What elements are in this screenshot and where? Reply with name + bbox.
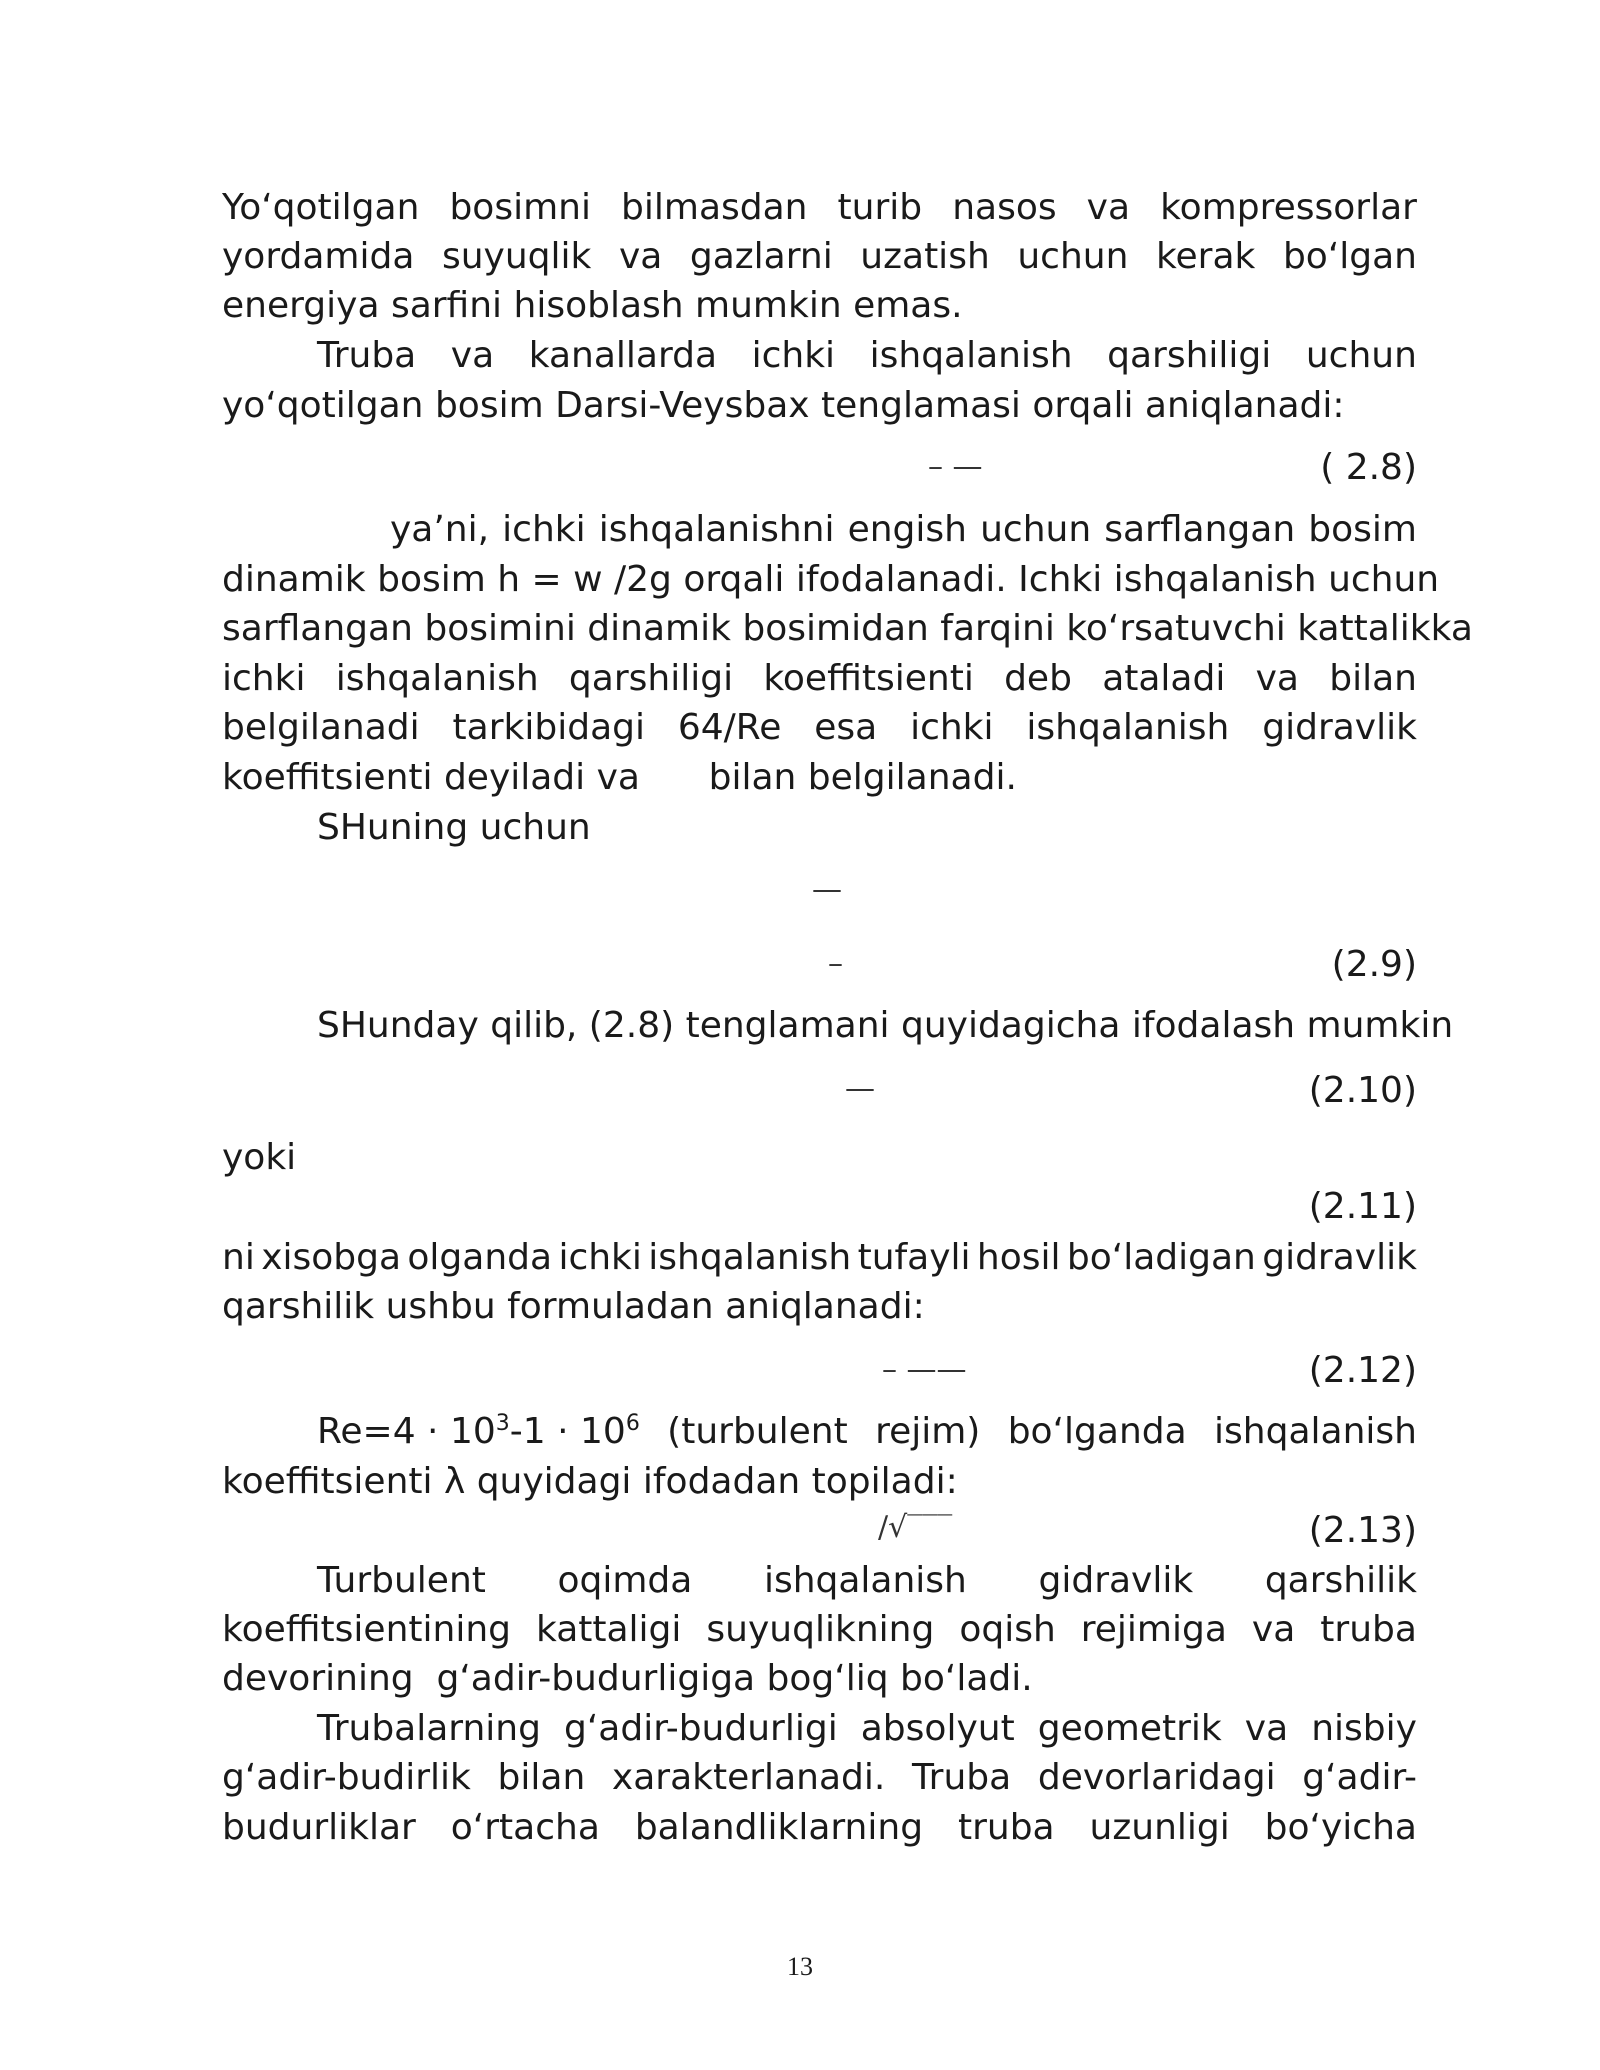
paragraph-line-24 [222,1803,1417,1853]
paragraph-line-20 [222,1605,1417,1655]
word: gidravlik [1262,707,1417,748]
word: bo‘lgan [1282,236,1417,277]
equation-2-8-fraction: – — [928,449,983,484]
paragraph-line-10 [222,703,1417,753]
word: bo‘yicha [1264,1807,1417,1848]
paragraph-line-1 [222,183,1417,233]
word: ishqalanish [763,1560,967,1601]
equation-number-2-10: (2.10) [1308,1070,1417,1111]
paragraph-line-15 [222,1233,1417,1283]
word: ichki [502,509,586,550]
word: sarflangan [1104,509,1296,550]
equation-2-10-fraction: — [845,1071,875,1106]
word: g‘adir-budurligi [564,1708,838,1749]
paragraph-line-21: devorining g‘adir-budurligiga bog‘liq bo‘ladi. [222,1658,1033,1699]
word: ichki [558,1237,642,1278]
word: ni [222,1237,255,1278]
paragraph-line-13: SHunday qilib, (2.8) tenglamani quyidagicha ifodalash mumkin [317,1005,1454,1046]
paragraph-line-16: qarshilik ushbu formuladan aniqlanadi: [222,1286,925,1327]
word: va [618,236,663,277]
word: hosil [976,1237,1061,1278]
word: gazlarni [689,236,833,277]
word: bosim [1308,509,1417,550]
equation-2-12-fraction: – —— [882,1352,967,1387]
word: uchun [1017,236,1129,277]
reynolds-range: $Re=4 \cdot 10^3-1 \cdot 10^6$ [317,1411,640,1452]
equation-2-13-fraction: /√‾‾‾ [878,1510,953,1545]
word: qarshiligi [1107,335,1272,376]
page-number: 13 [787,1952,813,1981]
word: ishqalanish [1026,707,1230,748]
equation-2-9-fraction-bottom: – [828,946,843,981]
word: esa [814,707,878,748]
word: suyuqlikning [706,1609,935,1650]
word: suyuqlik [441,236,592,277]
word: ichki [751,335,836,376]
word: belgilanadi [222,707,420,748]
word: geometrik [1037,1708,1222,1749]
word: yordamida [222,236,415,277]
word: bilan [497,1757,586,1798]
word: bilmasdan [621,187,808,228]
paragraph-line-4 [317,331,1417,381]
paragraph-line-11: koeffitsienti deyiladi va bilan belgilanadi. [222,757,1017,798]
word: nisbiy [1311,1708,1417,1749]
paragraph-line-6 [390,505,1417,555]
word: truba [957,1807,1055,1848]
word: ya’ni, [390,509,490,550]
word: bosimni [449,187,591,228]
word: uzunligi [1089,1807,1230,1848]
paragraph-line-18: koeffitsienti λ quyidagi ifodadan topiladi: [222,1461,958,1502]
paragraph-line-14: yoki [222,1137,297,1178]
word: uchun [980,509,1092,550]
word: ishqalanish [869,335,1073,376]
equation-number-2-13: (2.13) [1308,1510,1417,1551]
word: rejimiga [1080,1609,1227,1650]
word: Yo‘qotilgan [222,187,420,228]
word: engish [847,509,967,550]
paragraph-line-3: energiya sarfini hisoblash mumkin emas. [222,285,963,326]
word: va [450,335,495,376]
word: koeffitsientining [222,1609,511,1650]
word: va [1251,1609,1296,1650]
word: kompressorlar [1160,187,1417,228]
word: Trubalarning [317,1708,541,1749]
word: koeffitsienti [763,658,974,699]
word: kerak [1155,236,1256,277]
equation-number-2-9: (2.9) [1331,944,1417,985]
word: bo‘ladigan [1066,1237,1256,1278]
word: gidravlik [1038,1560,1194,1601]
word: va [1255,658,1299,699]
word: ishqalanishni [598,509,835,550]
word: tarkibidagi [452,707,645,748]
word: ataladi [1102,658,1226,699]
word: deb [1004,658,1072,699]
equation-number-2-12: (2.12) [1308,1350,1417,1391]
word: oqimda [557,1560,693,1601]
paragraph-line-12: SHuning uchun [317,807,591,848]
word: ishqalanish [335,658,539,699]
word: ichki [910,707,994,748]
word: oqish [959,1609,1056,1650]
word: xarakterlanadi. [611,1757,886,1798]
word: absolyut [860,1708,1015,1749]
paragraph-line-9 [222,654,1417,704]
paragraph-line-17: $Re=4 \cdot 10^3-1 \cdot 10^6$ (turbulent rejim) bo‘lganda ishqalanish [317,1407,1417,1457]
word: bilan [1329,658,1417,699]
word: xisobga [261,1237,402,1278]
word: tufayli [857,1237,971,1278]
word: uzatish [860,236,990,277]
word: devorlaridagi [1037,1757,1276,1798]
word: kanallarda [528,335,718,376]
word: o‘rtacha [450,1807,600,1848]
paragraph-line-23 [222,1753,1417,1803]
word: ishqalanish [648,1237,852,1278]
word: gidravlik [1262,1237,1417,1278]
word: kattaligi [535,1609,682,1650]
word: qarshilik [1264,1560,1417,1601]
word: olganda [407,1237,553,1278]
paragraph-line-5: yo‘qotilgan bosim Darsi-Veysbax tenglamasi orqali aniqlanadi: [222,385,1345,426]
word: Truba [317,335,417,376]
word: uchun [1305,335,1417,376]
word: balandliklarning [634,1807,924,1848]
word: Truba [911,1757,1012,1798]
paragraph-line-19 [317,1556,1417,1606]
word: nasos [952,187,1057,228]
paragraph-line-2 [222,232,1417,282]
word: truba [1320,1609,1417,1650]
word: va [1244,1708,1289,1749]
word: va [1086,187,1131,228]
word: g‘adir- [1302,1757,1417,1798]
word: ichki [222,658,306,699]
word: turib [837,187,923,228]
word: qarshiligi [568,658,734,699]
word: Turbulent [317,1560,486,1601]
equation-number-2-8: ( 2.8) [1320,447,1417,488]
word: budurliklar [222,1807,416,1848]
equation-number-2-11: (2.11) [1308,1186,1417,1227]
word: 64/Re [677,707,782,748]
equation-2-9-fraction-top: — [812,872,842,907]
paragraph-line-22 [317,1704,1417,1754]
paragraph-line-7: dinamik bosim h = w /2g orqali ifodalanadi. Ichki ishqalanish uchun [222,559,1440,600]
paragraph-line-8: sarflangan bosimini dinamik bosimidan farqini ko‘rsatuvchi kattalikka [222,608,1473,649]
word: g‘adir-budirlik [222,1757,471,1798]
